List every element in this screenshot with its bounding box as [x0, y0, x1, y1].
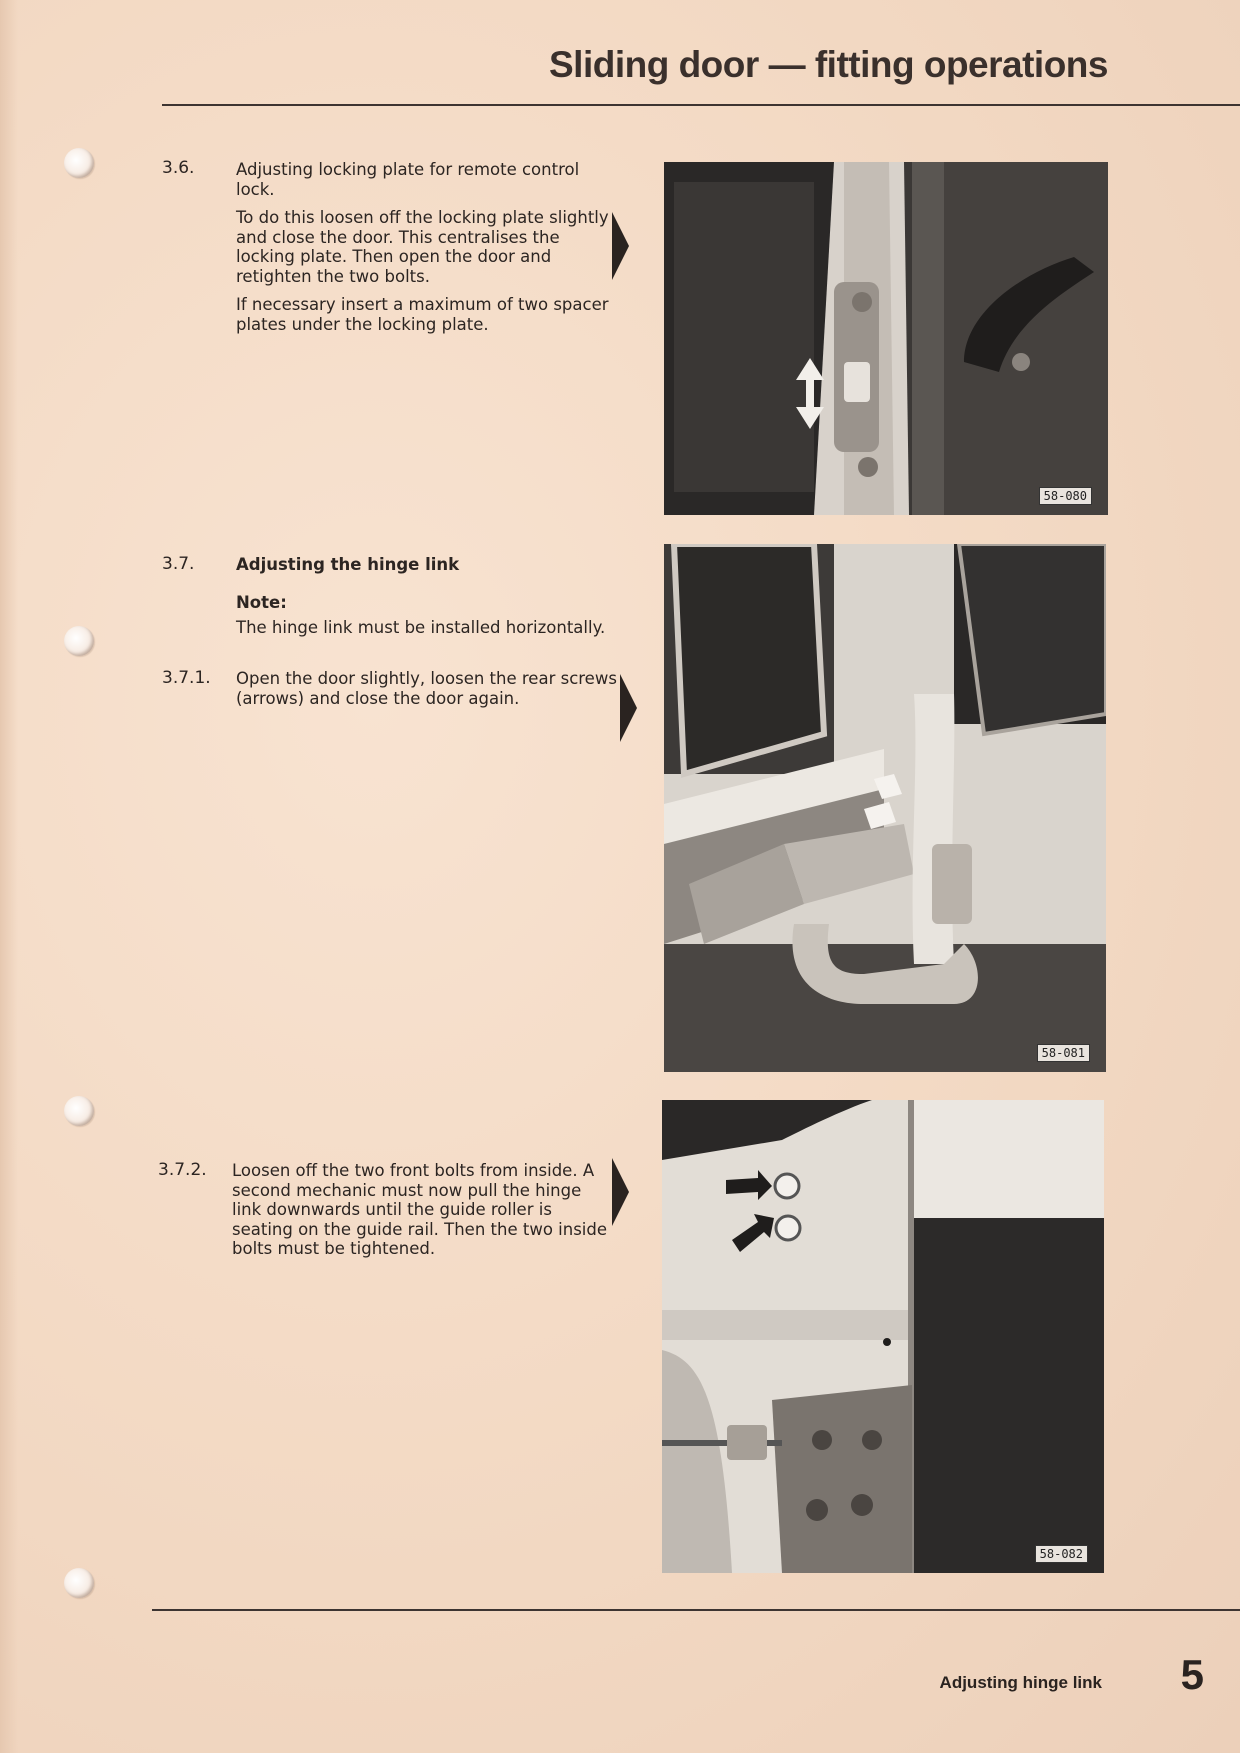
binder-hole-icon [64, 1568, 94, 1598]
note-label: Note: [236, 592, 287, 612]
step-heading: Adjusting the hinge link [236, 555, 460, 574]
step-paragraph: Loosen off the two front bolts from inside. A second mechanic must now pull the hinge link downwards until the guide roller is seating on the guide rail. Then the two inside bolts must be tightened. [232, 1161, 608, 1258]
step-heading: Adjusting locking plate for remote control lock. [236, 160, 580, 199]
locking-plate-photo-icon [664, 162, 1108, 515]
step-3-7-2-text [232, 1161, 612, 1268]
step-paragraph: If necessary insert a maximum of two spacer plates under the locking plate. [236, 295, 609, 334]
figure-label: 58-081 [1037, 1044, 1090, 1062]
figure-pointer-icon [612, 1158, 629, 1226]
binder-hole-icon [64, 148, 94, 178]
figure-label: 58-080 [1039, 487, 1092, 505]
step-paragraph: To do this loosen off the locking plate slightly and close the door. This centralises the locking plate. Then open the door and retighten the two bolts. [236, 208, 609, 286]
front-bolts-photo-icon [662, 1100, 1104, 1573]
note-text: The hinge link must be installed horizontally. [236, 618, 606, 637]
figure-pointer-icon [620, 674, 637, 742]
front-bolts-photo [662, 1100, 1104, 1573]
locking-plate-photo [664, 162, 1108, 515]
hinge-link-photo [664, 544, 1106, 1072]
footer-section-label: Adjusting hinge link [939, 1673, 1102, 1692]
binder-hole-icon [64, 626, 94, 656]
hinge-link-photo-icon [664, 544, 1106, 1072]
step-3-7-text [236, 555, 626, 647]
binder-hole-icon [64, 1096, 94, 1126]
step-number: 3.6. [162, 158, 195, 178]
step-number: 3.7. [162, 554, 195, 574]
page-number: 5 [1180, 1651, 1204, 1698]
figure-pointer-icon [612, 212, 629, 280]
step-number: 3.7.1. [162, 668, 211, 688]
page-edge-shadow [0, 0, 18, 1753]
step-number: 3.7.2. [158, 1160, 207, 1180]
header-rule [162, 104, 1240, 106]
figure-label: 58-082 [1035, 1545, 1088, 1563]
page-title: Sliding door — fitting operations [548, 44, 1108, 85]
footer-rule [152, 1609, 1240, 1611]
step-paragraph: Open the door slightly, loosen the rear screws (arrows) and close the door again. [236, 669, 617, 708]
step-3-7-1-text [236, 669, 626, 717]
step-3-6-text [236, 160, 616, 343]
